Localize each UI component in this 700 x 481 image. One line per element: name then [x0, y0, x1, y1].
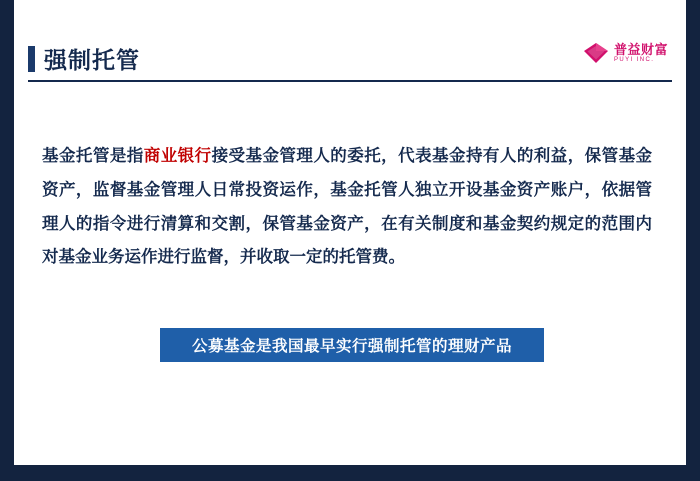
brand-logo-text: [614, 43, 668, 63]
brand-name-en: PUYI INC.: [613, 56, 655, 63]
callout-banner: [160, 328, 544, 362]
right-border-bar: [686, 0, 700, 481]
brand-name-cn: 普益财富: [613, 42, 668, 58]
left-border-bar: [0, 0, 14, 481]
diamond-logo-icon: [583, 42, 609, 64]
brand-logo: [583, 42, 668, 64]
paragraph-part-one: 基金托管是指: [42, 147, 144, 165]
page-title: 强制托管: [44, 47, 140, 73]
callout-text: 公募基金是我国最早实行强制托管的理财产品: [191, 338, 512, 355]
title-accent-marker: [28, 46, 35, 72]
paragraph-highlight-term: 商业银行: [143, 147, 212, 165]
paragraph-part-two: 接受基金管理人的委托，代表基金持有人的利益，保管基金资产，监督基金管理人日常投资运作，基金托管人独立开设基金资产账户，依据管理人的指令进行清算和交割，保管基金资产，在有关制度和基金契约规定的范围内对基金业务运作进行监督，并收取一定的托管费。: [42, 147, 653, 267]
bottom-border-bar: [0, 465, 700, 481]
title-divider: [28, 80, 672, 82]
body-paragraph: [42, 140, 652, 275]
